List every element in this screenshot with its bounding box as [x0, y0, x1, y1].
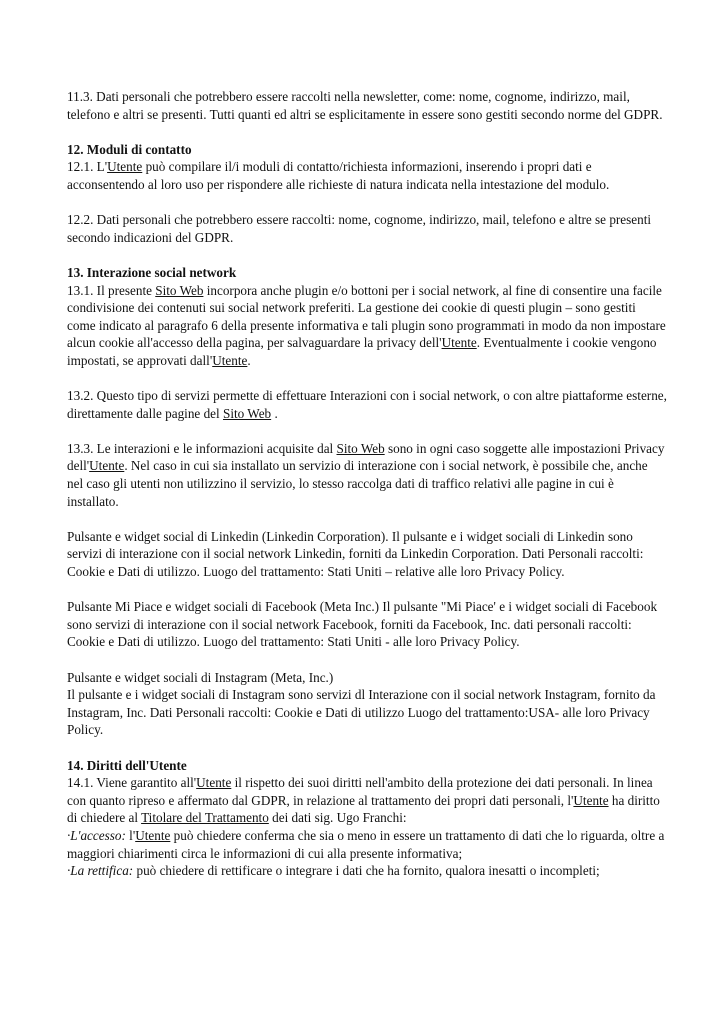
accesso-label: ·L'accesso: [67, 827, 126, 843]
paragraph-instagram-title: Pulsante e widget sociali di Instagram (Meta, Inc.) [67, 669, 334, 685]
utente-link[interactable]: Utente [89, 458, 125, 474]
paragraph-11-3: 11.3. Dati personali che potrebbero essere raccolti nella newsletter, come: nome, cognome, indirizzo, mail, telefono e altri se presenti. Tutti quanti ed altri se esplicitamente in essere sono gestiti secondo norme del GDPR. [67, 89, 663, 122]
sito-web-link[interactable]: Sito Web [222, 405, 272, 421]
paragraph-12-1: 12.1. L'Utente può compilare il/i moduli di contatto/richiesta informazioni, inserendo i propri dati e acconsentendo al loro uso per rispondere alle richieste di natura indicata nella intestazione del modulo. [67, 159, 610, 192]
paragraph-instagram-body: Il pulsante e i widget sociali di Instagram sono servizi dl Interazione con il social network Instagram, fornito da Instagram, Inc. Dati Personali raccolti: Cookie e Dati di utilizzo Luogo del trattamento:USA- alle loro Privacy Policy. [67, 687, 656, 738]
heading-14: 14. Diritti dell'Utente [67, 757, 187, 773]
utente-link[interactable]: Utente [196, 775, 232, 791]
paragraph-accesso: ·L'accesso: l'Utente può chiedere conferma che sia o meno in essere un trattamento di dati che lo riguarda, oltre a maggiori chiarimenti circa le informazioni di cui alla presente informativa; [67, 827, 665, 861]
paragraph-13-3: 13.3. Le interazioni e le informazioni acquisite dal Sito Web sono in ogni caso soggette alle impostazioni Privacy dell'Utente. Nel caso in cui sia installato un servizio di interazione con i social network, è possibile che, anche nel caso gli utenti non utilizzino il servizio, lo stesso raccolga dati di traffico relativi alle pagine in cui è installato. [67, 440, 665, 509]
titolare-link[interactable]: Titolare del Trattamento [141, 810, 269, 826]
utente-link[interactable]: Utente [441, 335, 477, 351]
sito-web-link[interactable]: Sito Web [155, 282, 204, 298]
utente-link[interactable]: Utente [135, 827, 171, 843]
utente-link[interactable]: Utente [107, 159, 143, 175]
rettifica-label: ·La rettifica: [67, 863, 134, 879]
document-page [67, 88, 667, 880]
paragraph-13-1: 13.1. Il presente Sito Web incorpora anche plugin e/o bottoni per i social network, al fine di consentire una facile condivisione dei contenuti sui social network preferiti. La gestione dei cookie di questi plugin – sono gestiti come indicato al paragrafo 6 della presente informativa e tali plugin sono programmati in modo da non impostare alcun cookie all'accesso della pagina, per salvaguardare la privacy dell'Utente. Eventualmente i cookie vengono impostati, se approvati dall'Utente. [67, 282, 666, 368]
paragraph-facebook: Pulsante Mi Piace e widget sociali di Facebook (Meta Inc.) Il pulsante "Mi Piace' e i widget sociali di Facebook sono servizi di interazione con il social network Facebook, forniti da Facebook, Inc. dati personali raccolti: Cookie e Dati di utilizzo. Luogo del trattamento: Stati Uniti - alle loro Privacy Policy. [67, 599, 658, 650]
utente-link[interactable]: Utente [212, 352, 248, 368]
paragraph-linkedin: Pulsante e widget social di Linkedin (Linkedin Corporation). Il pulsante e i widget sociali di Linkedin sono servizi di interazione con il social network Linkedin, forniti da Linkedin Corporation. Dati Personali raccolti: Cookie e Dati di utilizzo. Luogo del trattamento: Stati Uniti – relative alle loro Privacy Policy. [67, 528, 644, 580]
paragraph-12-2: 12.2. Dati personali che potrebbero essere raccolti: nome, cognome, indirizzo, mail, telefono e altre se presenti secondo indicazioni del GDPR. [67, 212, 652, 245]
paragraph-14-1: 14.1. Viene garantito all'Utente il rispetto dei suoi diritti nell'ambito della protezione dei dati personali. In linea con quanto ripreso e affermato dal GDPR, in relazione al trattamento dei propri dati personali, l'Utente ha diritto di chiedere al Titolare del Trattamento dei dati sig. Ugo Franchi: [67, 775, 660, 826]
heading-12: 12. Moduli di contatto [67, 141, 192, 157]
paragraph-rettifica: ·La rettifica: può chiedere di rettificare o integrare i dati che ha fornito, qualora inesatti o incompleti; [67, 863, 600, 879]
heading-13: 13. Interazione social network [67, 264, 237, 280]
sito-web-link[interactable]: Sito Web [336, 440, 385, 456]
utente-link[interactable]: Utente [573, 792, 609, 808]
paragraph-13-2: 13.2. Questo tipo di servizi permette di effettuare Interazioni con i social network, o con altre piattaforme esterne, direttamente dalle pagine del Sito Web . [67, 388, 667, 421]
